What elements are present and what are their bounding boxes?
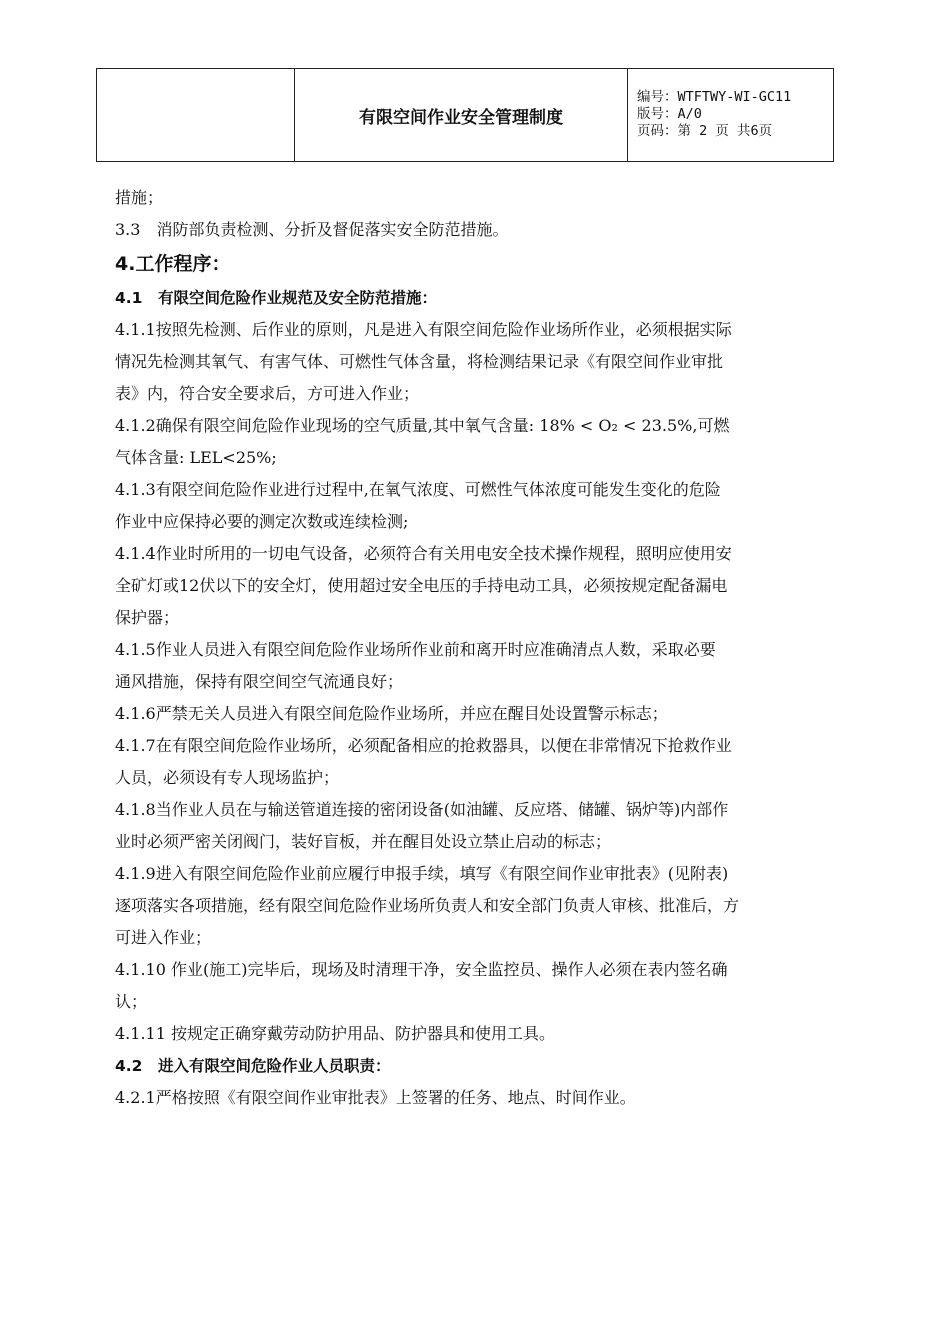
text-line: 4.1.5作业人员进入有限空间危险作业场所作业前和离开时应准确清点人数，采取必要: [115, 640, 716, 659]
text-line: 4.1.7在有限空间危险作业场所，必须配备相应的抢救器具，以便在非常情况下抢救作业: [115, 736, 732, 755]
subsection-heading-4-2: 4.2 进入有限空间危险作业人员职责：: [115, 1057, 391, 1075]
text-line: 通风措施，保持有限空间空气流通良好；: [115, 672, 404, 691]
text-line: 措施；: [115, 188, 164, 207]
document-body: [115, 182, 840, 1114]
clause-3-3: 3.3 消防部负责检测、分折及督促落实安全防范措施。: [115, 220, 509, 239]
text-line: 逐项落实各项措施，经有限空间危险作业场所负责人和安全部门负责人审核、批准后，方: [115, 896, 740, 915]
document-title: 有限空间作业安全管理制度: [295, 69, 628, 161]
document-header: [96, 68, 834, 162]
subsection-heading-4-1: 4.1 有限空间危险作业规范及安全防范措施：: [115, 289, 437, 307]
text-line: 全矿灯或12伏以下的安全灯，使用超过安全电压的手持电动工具，必须按规定配备漏电: [115, 576, 728, 595]
text-line: 4.1.9进入有限空间危险作业前应履行申报手续，填写《有限空间作业审批表》(见附表): [115, 864, 729, 883]
text-line: 表》内，符合安全要求后，方可进入作业；: [115, 384, 420, 403]
text-line: 4.2.1严格按照《有限空间作业审批表》上签署的任务、地点、时间作业。: [115, 1088, 636, 1107]
text-line: 保护器；: [115, 608, 180, 627]
text-line: 4.1.2确保有限空间危险作业现场的空气质量,其中氧气含量: 18% < O₂ < 23.5%,可燃: [115, 416, 730, 435]
text-line: 4.1.6严禁无关人员进入有限空间危险作业场所，并应在醒目处设置警示标志；: [115, 704, 668, 723]
text-line: 4.1.10 作业(施工)完毕后，现场及时清理干净，安全监控员、操作人必须在表内签名确: [115, 960, 728, 979]
text-line: 4.1.4作业时所用的一切电气设备，必须符合有关用电安全技术操作规程，照明应使用安: [115, 544, 732, 563]
text-line: 4.1.11 按规定正确穿戴劳动防护用品、防护器具和使用工具。: [115, 1024, 555, 1043]
text-line: 人员，必须设有专人现场监护；: [115, 768, 340, 787]
doc-number: 编号：WTFTWY-WI-GC11: [637, 89, 792, 105]
text-line: 4.1.1按照先检测、后作业的原则，凡是进入有限空间危险作业场所作业，必须根据实际: [115, 320, 732, 339]
text-line: 4.1.8当作业人员在与输送管道连接的密闭设备(如油罐、反应塔、储罐、锅炉等)内部作: [115, 800, 729, 819]
text-line: 4.1.3有限空间危险作业进行过程中,在氧气浓度、可燃性气体浓度可能发生变化的危险: [115, 480, 721, 499]
text-line: 业时必须严密关闭阀门，装好盲板，并在醒目处设立禁止启动的标志；: [115, 832, 612, 851]
text-line: 作业中应保持必要的测定次数或连续检测;: [115, 512, 409, 531]
logo-cell: [97, 69, 295, 161]
section-heading-4: 4.工作程序：: [115, 253, 231, 275]
page-number: 页码：第 2 页 共6页: [637, 123, 773, 139]
text-line: 情况先检测其氧气、有害气体、可燃性气体含量，将检测结果记录《有限空间作业审批: [115, 352, 724, 371]
text-line: 气体含量: LEL<25%;: [115, 448, 277, 467]
text-line: 可进入作业；: [115, 928, 212, 947]
doc-version: 版号：A/0: [637, 106, 702, 122]
document-meta: [628, 69, 833, 161]
text-line: 认；: [115, 992, 148, 1011]
